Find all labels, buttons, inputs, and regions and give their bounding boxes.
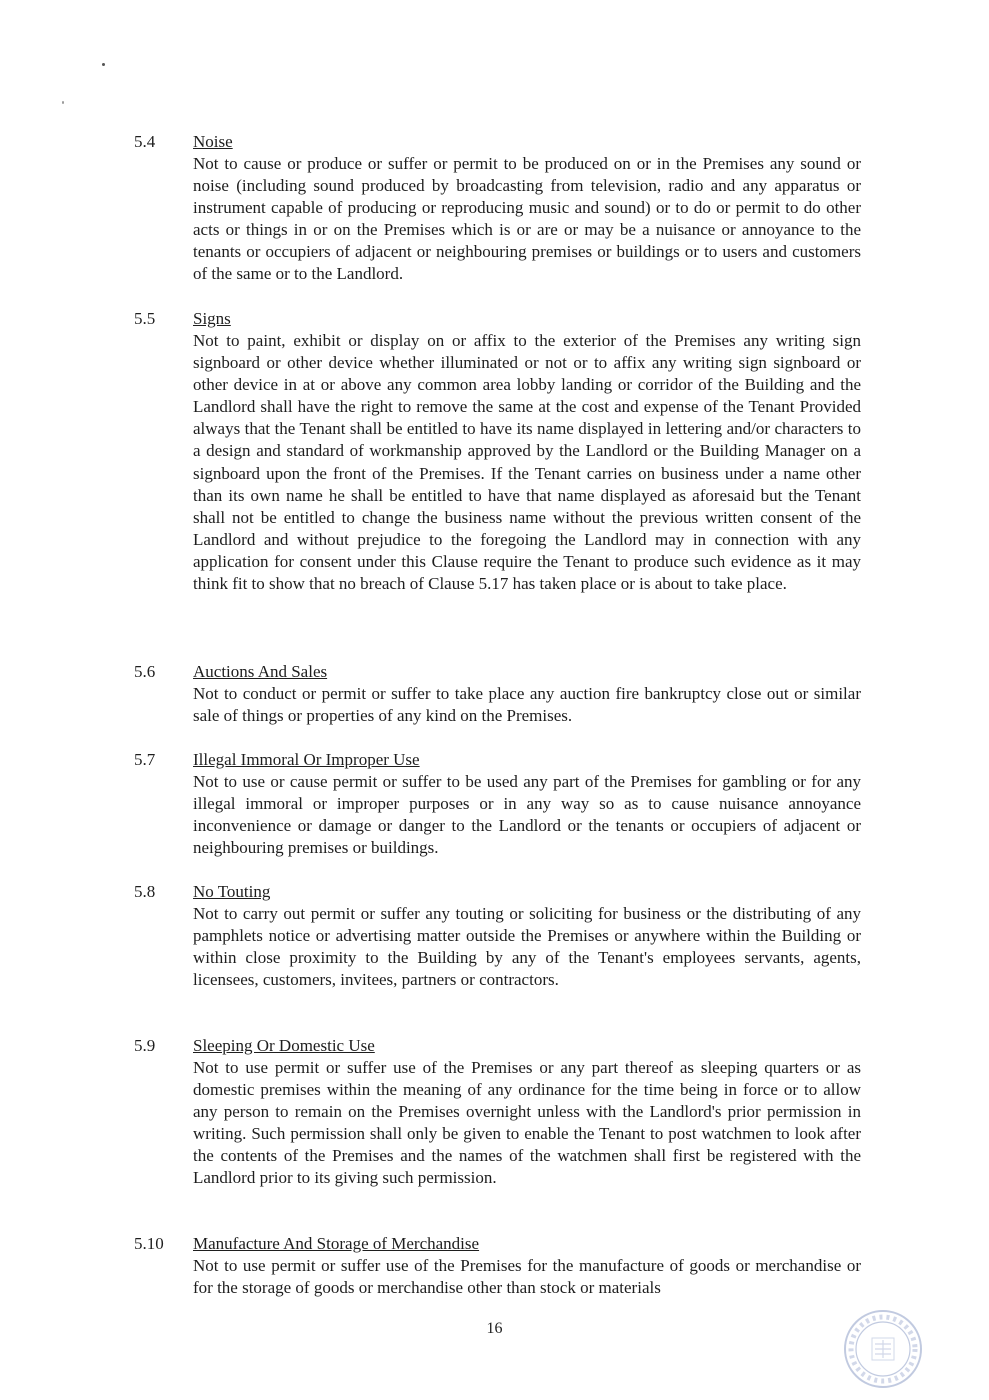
clause-heading: Illegal Immoral Or Improper Use xyxy=(193,750,420,769)
clause-number: 5.4 xyxy=(134,132,156,151)
clause-number: 5.10 xyxy=(134,1234,164,1253)
clause-heading: Sleeping Or Domestic Use xyxy=(193,1036,375,1055)
clause-text: Not to conduct or permit or suffer to take place any auction fire bankruptcy close out or similar sale of things or properties of any kind on the Premises. xyxy=(193,684,861,726)
clause-heading: Noise xyxy=(193,132,233,151)
scan-speck xyxy=(62,101,64,104)
clause-number: 5.5 xyxy=(134,309,156,328)
clause-text: Not to cause or produce or suffer or permit to be produced on or in the Premises any sound or noise (including sound produced by broadcasting from television, radio and any apparatus or instrument capable of producing or reproducing music and sound) or to do or permit to do other acts or things in or on the Premises which is or are or may be a nuisance or annoyance to the tenants or occupiers of adjacent or neighbouring premises or buildings or to users and customers of the same or to the Landlord. xyxy=(193,154,861,284)
page-number: 16 xyxy=(486,1320,503,1337)
company-seal-stamp xyxy=(842,1308,924,1390)
clause-text: Not to paint, exhibit or display on or affix to the exterior of the Premises any writing sign signboard or other device whether illuminated or not or to affix any writing sign signboard or other device in at or above any common area lobby landing or corridor of the Building and the Landlord shall have the right to remove the same at the cost and expense of the Tenant Provided always that the Tenant shall be entitled to have its name displayed in lettering and/or characters to a design and standard of workmanship approved by the Landlord or the Building Manager on a signboard upon the front of the Premises. If the Tenant carries on business under a name other than its own name he shall be entitled to have that name displayed as aforesaid but the Tenant shall not be entitled to change the business name without the previous written consent of the Landlord and without prejudice to the foregoing the Landlord may in connection with any application for consent under this Clause require the Tenant to produce such evidence as it may think fit to show that no breach of Clause 5.17 has taken place or is about to take place. xyxy=(193,331,861,594)
clause-heading: Manufacture And Storage of Merchandise xyxy=(193,1234,480,1253)
clause-number: 5.6 xyxy=(134,662,156,681)
clause-heading: Auctions And Sales xyxy=(193,662,328,681)
clause-number: 5.8 xyxy=(134,882,156,901)
clause-number: 5.9 xyxy=(134,1036,156,1055)
clause-text: Not to use permit or suffer use of the Premises or any part thereof as sleeping quarters or as domestic premises within the meaning of any ordinance for the time being in force or to allow any person to remain on the Premises overnight unless with the Landlord's prior permission in writing. Such permission shall only be given to enable the Tenant to post watchmen to look after the contents of the Premises and the names of the watchmen shall first be registered with the Landlord prior to its giving such permission. xyxy=(193,1058,861,1188)
clause-text: Not to use or cause permit or suffer to be used any part of the Premises for gambling or for any illegal immoral or improper purposes or in any way so as to cause nuisance annoyance inconvenience or damage or danger to the Landlord or the tenants or occupiers of adjacent or neighbouring premises or buildings. xyxy=(193,772,861,858)
clause-heading: No Touting xyxy=(193,882,271,901)
scan-speck xyxy=(102,63,105,66)
clause-text: Not to use permit or suffer use of the Premises for the manufacture of goods or merchandise or for the storage of goods or merchandise other than stock or materials xyxy=(193,1256,861,1298)
clause-heading: Signs xyxy=(193,309,231,328)
clause-number: 5.7 xyxy=(134,750,156,769)
clause-text: Not to carry out permit or suffer any touting or soliciting for business or the distributing of any pamphlets notice or advertising matter outside the Premises or anywhere within the Building or within close proximity to the Building by any of the Tenant's employees servants, agents, licensees, customers, invitees, partners or contractors. xyxy=(193,904,861,990)
